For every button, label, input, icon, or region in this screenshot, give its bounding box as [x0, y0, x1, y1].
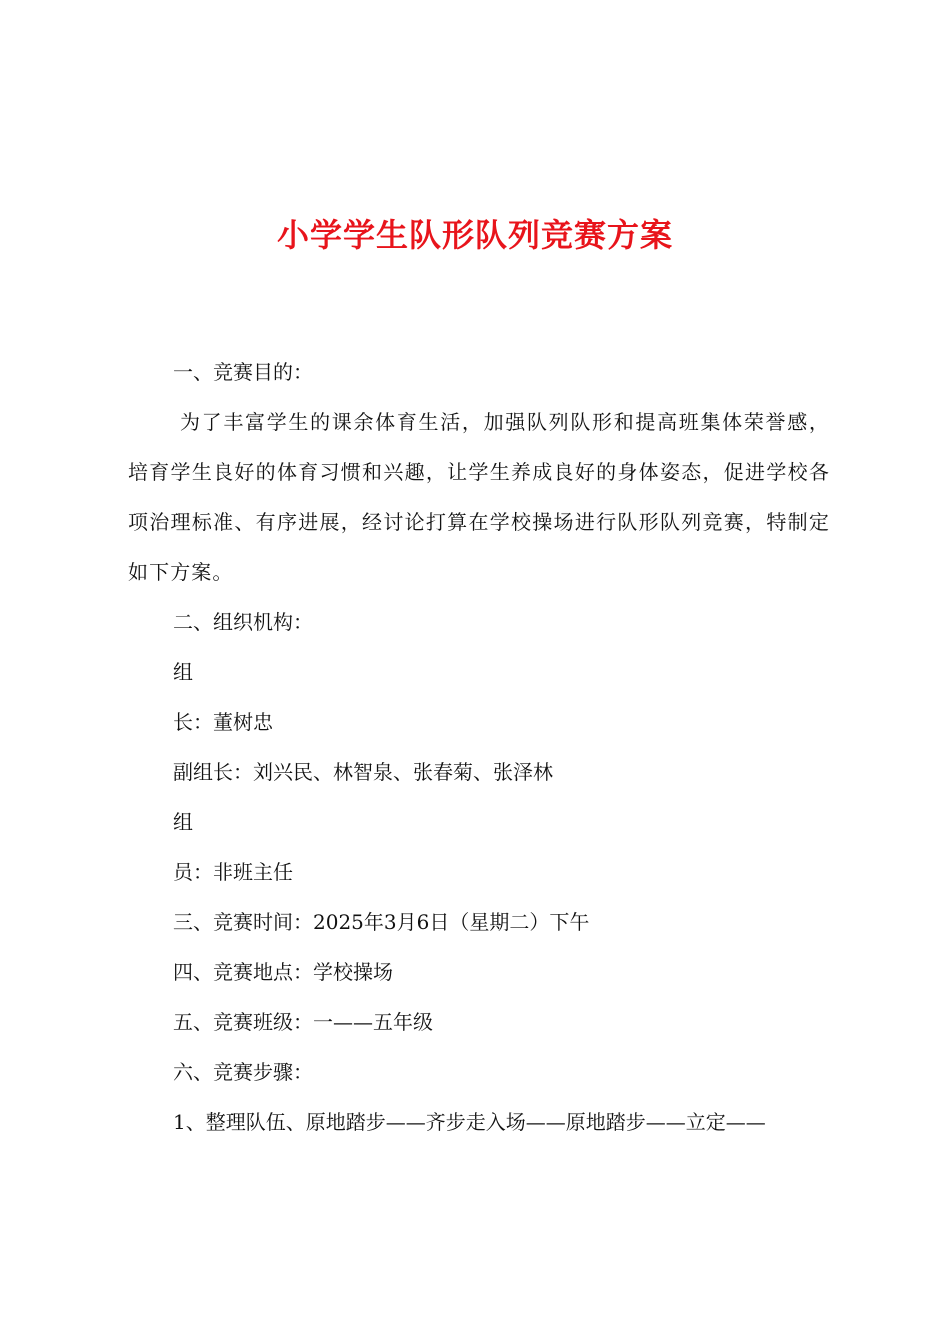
competition-time: 三、竞赛时间：2025年3月6日（星期二）下午 — [173, 910, 590, 934]
section-heading-purpose: 一、竞赛目的： — [173, 360, 313, 384]
member-prefix: 组 — [173, 810, 193, 834]
leader-line: 长：董树忠 — [173, 710, 273, 734]
document-title: 小学学生队形队列竞赛方案 — [276, 216, 673, 254]
section-heading-organization: 二、组织机构： — [173, 610, 313, 634]
step-1: 1、整理队伍、原地踏步——齐步走入场——原地踏步——立定—— — [173, 1110, 766, 1134]
deputy-leader-line: 副组长：刘兴民、林智泉、张春菊、张泽林 — [173, 760, 553, 784]
leader-prefix: 组 — [173, 660, 193, 684]
competition-classes: 五、竞赛班级：一——五年级 — [173, 1010, 433, 1034]
document-body — [128, 347, 830, 1147]
member-line: 员：非班主任 — [173, 860, 293, 884]
purpose-paragraph: 为了丰富学生的课余体育生活，加强队列队形和提高班集体荣誉感，培育学生良好的体育习惯和兴趣，让学生养成良好的身体姿态，促进学校各项治理标准、有序进展，经讨论打算在学校操场进行队形队列竞赛，特制定如下方案。 — [128, 410, 830, 584]
competition-location: 四、竞赛地点：学校操场 — [173, 960, 393, 984]
section-heading-steps: 六、竞赛步骤： — [173, 1060, 313, 1084]
